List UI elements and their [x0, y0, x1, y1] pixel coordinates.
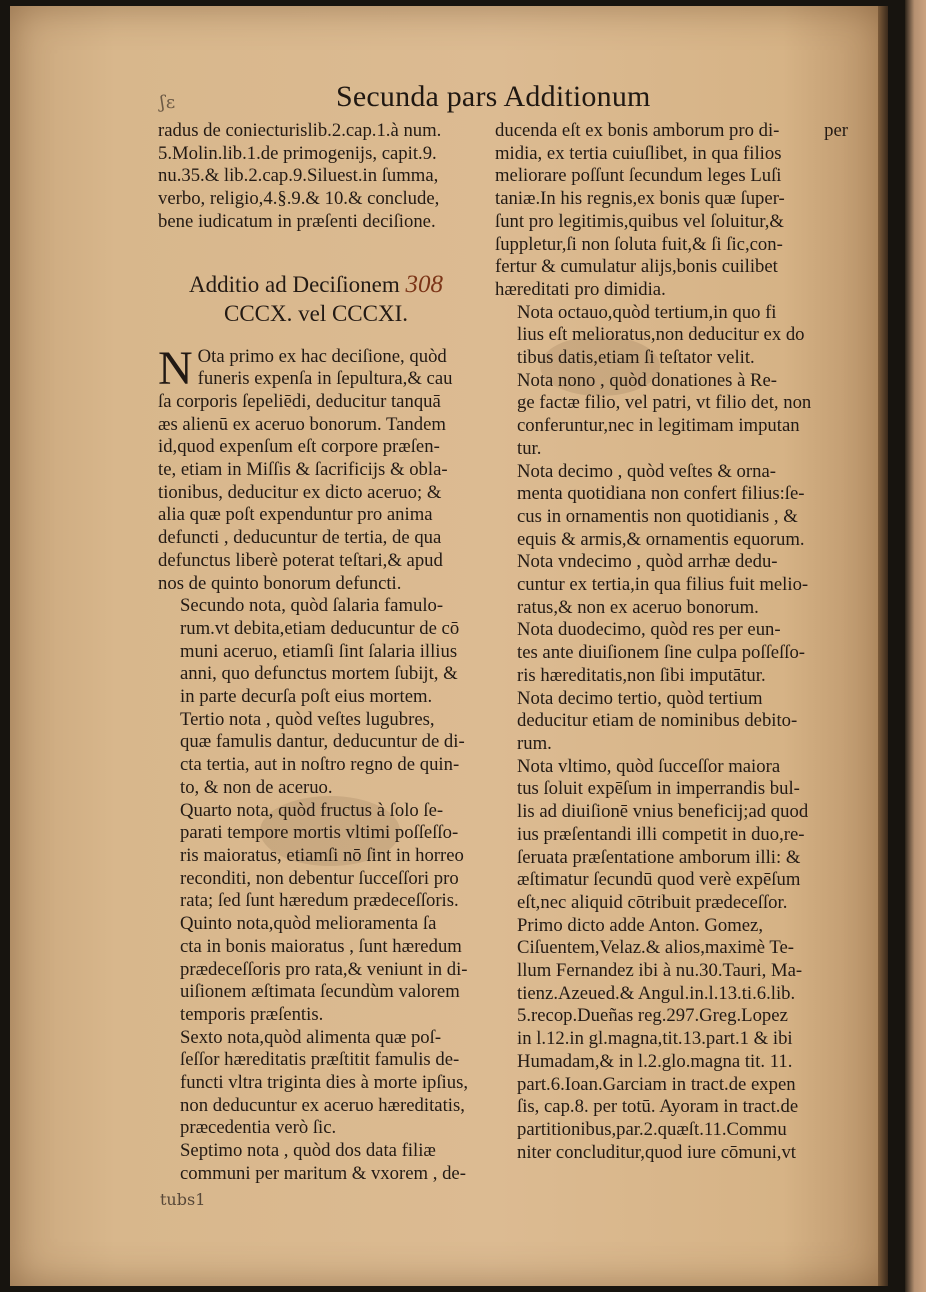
text-line: æs alienū ex aceruo bonorum. Tandem: [158, 413, 446, 435]
text-line: Secundo nota, quòd ſalaria famulo-: [180, 595, 444, 617]
text-line: præcedentia verò ſic.: [180, 1117, 337, 1139]
text-line: Ciſuentem,Velaz.& alios,maximè Te-: [517, 937, 795, 959]
text-line: eſt,nec aliquid cōtribuit prædeceſſor.: [517, 891, 788, 913]
text-line: deducitur etiam de nominibus debito-: [517, 710, 798, 732]
first-paragraph: [158, 341, 474, 596]
tenth-paragraph: [495, 461, 805, 552]
adjacent-page-edge: [905, 0, 926, 1292]
ninth-paragraph: [495, 369, 812, 461]
footer-fragment: tubs1: [160, 1190, 206, 1209]
text-line: meliorare poſſunt ſecundum leges Luſi: [495, 165, 782, 187]
text-line: ius præſentandi illi competit in duo,re-: [517, 823, 805, 845]
text-line: cta tertia, aut in noſtro regno de quin-: [180, 754, 460, 776]
page-number-fragment: ʃɛ: [160, 92, 177, 113]
text-line: alia quæ poſt expenduntur pro anima: [158, 504, 433, 526]
twelfth-paragraph: [495, 619, 805, 687]
text-line: lius eſt melioratus,non deducitur ex do: [517, 324, 805, 346]
text-line: 5.recop.Dueñas reg.297.Greg.Lopez: [517, 1005, 788, 1027]
opening-passage: [495, 120, 805, 302]
text-line: ſeſſor hæreditatis præſtitit famulis de-: [180, 1049, 460, 1071]
text-line: id,quod expenſum eſt corpore præſen-: [158, 436, 440, 458]
text-line: niter concluditur,quod iure cōmuni,vt: [517, 1141, 796, 1163]
text-line: te, etiam in Miſſis & ſacrificijs & obla-: [158, 459, 448, 481]
text-line: midia, ex tertia cuiuſlibet, in qua filios: [495, 142, 782, 164]
text-line: tes ante diuiſionem ſine culpa poſſeſſo-: [517, 642, 806, 664]
text-line: Nota duodecimo, quòd res per eun-: [517, 619, 781, 641]
text-line: ge factæ filio, vel patri, vt filio det, non: [517, 392, 812, 414]
text-line: llum Fernandez ibi à nu.30.Tauri, Ma-: [517, 960, 803, 982]
text-line: ris maioratus, etiamſi nō ſint in horreo: [180, 844, 464, 866]
text-line: Tertio nota , quòd veſtes lugubres,: [180, 708, 435, 730]
text-line: menta quotidiana non confert filius:ſe-: [517, 483, 805, 505]
seventh-paragraph: [158, 1140, 474, 1185]
fifth-paragraph: [158, 913, 474, 1027]
text-line: Sexto nota,quòd alimenta quæ poſ-: [180, 1026, 442, 1048]
text-line: communi per maritum & vxorem , de-: [180, 1162, 466, 1184]
drop-initial: N: [158, 341, 193, 395]
text-line: quæ famulis dantur, deducuntur de di-: [180, 731, 465, 753]
text-line: ducenda eſt ex bonis amborum pro di-: [495, 120, 780, 141]
text-line: lis ad diuiſionē vnius beneficij;ad quod: [517, 801, 809, 823]
third-paragraph: [158, 709, 474, 800]
text-line: ratus,& non ex aceruo bonorum.: [517, 596, 759, 618]
text-line: tur.: [517, 437, 542, 459]
text-line: Nota vndecimo , quòd arrhæ dedu-: [517, 551, 778, 573]
text-line: Quarto nota, quòd fructus à ſolo ſe-: [180, 799, 444, 821]
text-line: fertur & cumulatur alijs,bonis cuilibet: [495, 256, 778, 278]
text-line: Septimo nota , quòd dos data filiæ: [180, 1140, 436, 1162]
text-line: Nota vltimo, quòd ſucceſſor maiora: [517, 755, 781, 777]
section-heading-line2: CCCX. vel CCCXI.: [223, 300, 409, 326]
text-line: ſunt pro legitimis,quibus vel ſoluitur,&: [495, 210, 784, 232]
text-line: taniæ.In his regnis,ex bonis quæ ſuper-: [495, 188, 785, 210]
text-line: rum.vt debita,etiam deducuntur de cō: [180, 617, 460, 639]
text-line: reconditi, non debentur ſucceſſori pro: [180, 867, 459, 889]
text-line: to, & non de aceruo.: [180, 776, 333, 798]
text-line: bene iudicatum in præſenti deciſione.: [158, 210, 436, 232]
text-line: radus de coniecturislib.2.cap.1.à num.: [158, 120, 442, 141]
text-line: defunctus liberè poterat teſtari,& apud: [158, 549, 443, 571]
text-line: Nota nono , quòd donationes à Re-: [517, 369, 778, 391]
text-line: æſtimatur ſecundū quod verè expēſum: [517, 869, 801, 891]
text-line: partitionibus,par.2.quæſt.11.Commu: [517, 1118, 787, 1140]
section-heading-line1: Additio ad Deciſionem: [188, 271, 400, 297]
text-line: cta in bonis maioratus , ſunt hæredum: [180, 935, 462, 957]
book-page: [10, 6, 888, 1286]
eleventh-paragraph: [495, 551, 809, 619]
text-line: 5.Molin.lib.1.de primogenijs, capit.9.: [158, 142, 437, 164]
text-line: uiſionem æſtimata ſecundùm valorem: [180, 981, 460, 1003]
text-line: parati tempore mortis vltimi poſſeſſo-: [180, 822, 459, 844]
left-column: [158, 120, 474, 1186]
text-line: hæreditati pro dimidia.: [495, 278, 666, 300]
text-line: tus ſoluit expēſum in imperrandis bul-: [517, 778, 800, 800]
running-head: Secunda pars Additionum: [336, 80, 651, 113]
text-line: nu.35.& lib.2.cap.9.Siluest.in ſumma,: [158, 165, 439, 187]
text-line: funeris expenſa in ſepultura,& cau: [197, 368, 453, 390]
text-line: in l.12.in gl.magna,tit.13.part.1 & ibi: [517, 1028, 793, 1050]
text-line: defuncti , deducuntur de tertia, de qua: [158, 527, 442, 549]
text-line: rata; ſed ſunt hæredum prædeceſſoris.: [180, 890, 459, 912]
text-line: tienz.Azeued.& Angul.in.l.13.ti.6.lib.: [517, 982, 796, 1004]
handwritten-number: 308: [405, 270, 444, 298]
text-line: Quinto nota,quòd melioramenta ſa: [180, 913, 437, 935]
text-line: nos de quinto bonorum defuncti.: [158, 572, 402, 594]
text-line: in parte decurſa poſt eius mortem.: [180, 686, 433, 708]
text-line: ſis, cap.8. per totū. Ayoram in tract.de: [517, 1096, 799, 1118]
text-line: verbo, religio,4.§.9.& 10.& conclude,: [158, 188, 440, 210]
text-line: prædeceſſoris pro rata,& veniunt in di-: [180, 958, 468, 980]
text-line: anni, quo defunctus mortem ſubijt, &: [180, 663, 458, 685]
thirteenth-paragraph: [495, 688, 805, 756]
catchword: per: [824, 120, 848, 141]
text-line: functi vltra triginta dies à morte ipſius,: [180, 1072, 469, 1094]
text-line: ſuppletur,ſi non ſoluta fuit,& ſi ſic,con-: [495, 233, 783, 255]
last-paragraph: [495, 755, 809, 915]
text-line: tibus datis,etiam ſi teſtator velit.: [517, 347, 755, 369]
fourth-paragraph: [158, 800, 474, 914]
text-line: conferuntur,nec in legitimam imputan: [517, 415, 800, 437]
eighth-paragraph: [495, 302, 805, 370]
text-line: Nota octauo,quòd tertium,in quo fi: [517, 301, 777, 323]
text-line: ris hæreditatis,non ſibi imputātur.: [517, 664, 766, 686]
text-line: muni aceruo, etiamſi ſint ſalaria illius: [180, 640, 458, 662]
page-shadow-edge: [878, 6, 888, 1286]
right-column: [495, 120, 812, 1164]
text-line: Nota decimo , quòd veſtes & orna-: [517, 460, 776, 482]
text-line: Humadam,& in l.2.glo.magna tit. 11.: [517, 1050, 793, 1072]
text-line: rum.: [517, 732, 552, 754]
opening-passage: [158, 120, 474, 234]
second-paragraph: [158, 595, 474, 709]
text-line: part.6.Ioan.Garciam in tract.de expen: [517, 1073, 796, 1095]
text-line: Nota decimo tertio, quòd tertium: [517, 687, 763, 709]
text-line: non deducuntur ex aceruo hæreditatis,: [180, 1094, 465, 1116]
text-line: cuntur ex tertia,in qua filius fuit melio-: [517, 574, 809, 596]
section-heading: [158, 270, 474, 328]
text-line: equis & armis,& ornamentis equorum.: [517, 528, 805, 550]
text-line: ſeruata præſentatione amborum illi: &: [517, 846, 801, 868]
text-line: Ota primo ex hac deciſione, quòd: [197, 345, 447, 367]
sixth-paragraph: [158, 1027, 474, 1141]
text-line: Primo dicto adde Anton. Gomez,: [517, 914, 764, 936]
text-line: temporis præſentis.: [180, 1003, 324, 1025]
text-line: ſa corporis ſepeliēdi, deducitur tanquā: [158, 390, 441, 412]
text-line: tionibus, deducitur ex dicto aceruo; &: [158, 481, 442, 503]
text-line: cus in ornamentis non quotidianis , &: [517, 505, 798, 527]
citation-paragraph: [495, 915, 805, 1165]
